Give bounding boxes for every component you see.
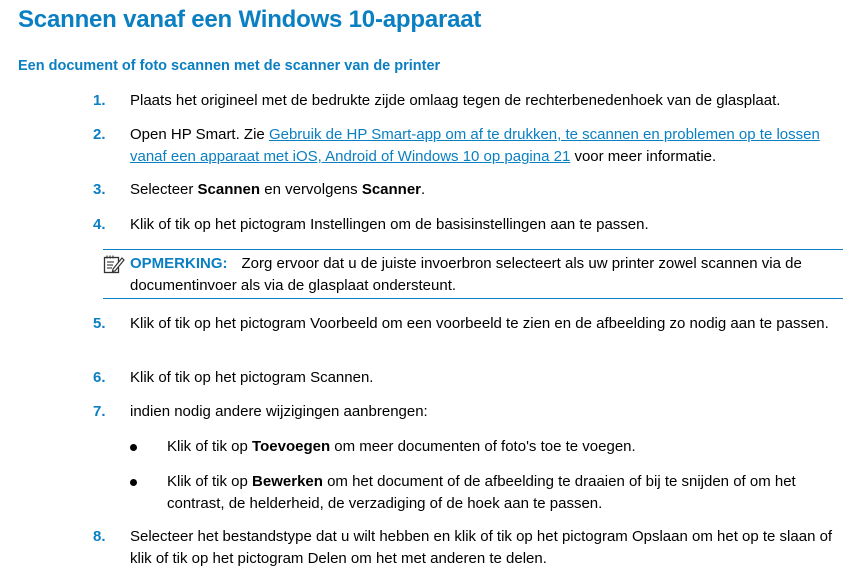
bullet-text-post: om meer documenten of foto's toe te voegen. xyxy=(330,438,636,455)
step-number: 8. xyxy=(93,528,106,545)
hp-smart-app-link[interactable]: Gebruik de HP Smart-app om af te drukken, te scannen en problemen op te lossen vanaf een apparaat met iOS, Android of Windows 10 op pagina 21 xyxy=(130,126,820,165)
bullet-text-pre: Klik of tik op xyxy=(167,473,253,490)
bullet-dot xyxy=(130,479,137,486)
step-text-post: . xyxy=(421,181,426,198)
note-box xyxy=(103,249,843,299)
bewerken-term: Bewerken xyxy=(252,473,323,490)
step-number: 1. xyxy=(93,92,106,109)
bullet-text-pre: Klik of tik op xyxy=(167,438,253,455)
step-text: Plaats het origineel met de bedrukte zijde omlaag tegen de rechterbenedenhoek van de glasplaat. xyxy=(130,92,781,109)
bullet-text xyxy=(167,436,847,458)
step-text: Klik of tik op het pictogram Instellingen om de basisinstellingen aan te passen. xyxy=(130,216,649,233)
note-text xyxy=(130,253,830,297)
step-text xyxy=(130,124,848,168)
section-heading: Een document of foto scannen met de scanner van de printer xyxy=(18,58,441,74)
step-text: Klik of tik op het pictogram Scannen. xyxy=(130,369,374,386)
note-body: Zorg ervoor dat u de juiste invoerbron selecteert als uw printer zowel scannen via de documentinvoer als via de glasplaat ondersteunt. xyxy=(130,255,802,294)
note-label: OPMERKING: xyxy=(130,255,228,272)
step-number: 2. xyxy=(93,126,106,143)
step-number: 4. xyxy=(93,216,106,233)
step-text-pre: Selecteer xyxy=(130,181,198,198)
step-number: 3. xyxy=(93,181,106,198)
scanner-term: Scanner xyxy=(361,181,422,198)
step-text: Selecteer het bestandstype dat u wilt hebben en klik of tik op het pictogram Opslaan om het op te slaan of klik of tik op het pictogram Delen om het met anderen te delen. xyxy=(130,528,833,567)
bullet-dot xyxy=(130,444,137,451)
bullet-text xyxy=(167,471,847,515)
step-number: 5. xyxy=(93,315,106,332)
step-text: Klik of tik op het pictogram Voorbeeld om een voorbeeld te zien en de afbeelding zo nodig aan te passen. xyxy=(130,315,829,332)
page-title: Scannen vanaf een Windows 10-apparaat xyxy=(18,6,482,33)
note-icon xyxy=(103,254,125,274)
step-text xyxy=(130,179,848,201)
toevoegen-term: Toevoegen xyxy=(252,438,331,455)
step-text-post: voor meer informatie. xyxy=(570,148,717,165)
step-text-pre: Open HP Smart. Zie xyxy=(130,126,269,143)
scannen-term: Scannen xyxy=(197,181,261,198)
step-text-mid: en vervolgens xyxy=(260,181,362,198)
bullet-text-post: om het document of de afbeelding te draaien of bij te snijden of om het contrast, de helderheid, de verzadiging of de hoek aan te passen. xyxy=(167,473,796,512)
step-number: 7. xyxy=(93,403,106,420)
step-number: 6. xyxy=(93,369,106,386)
step-text: indien nodig andere wijzigingen aanbrengen: xyxy=(130,403,428,420)
